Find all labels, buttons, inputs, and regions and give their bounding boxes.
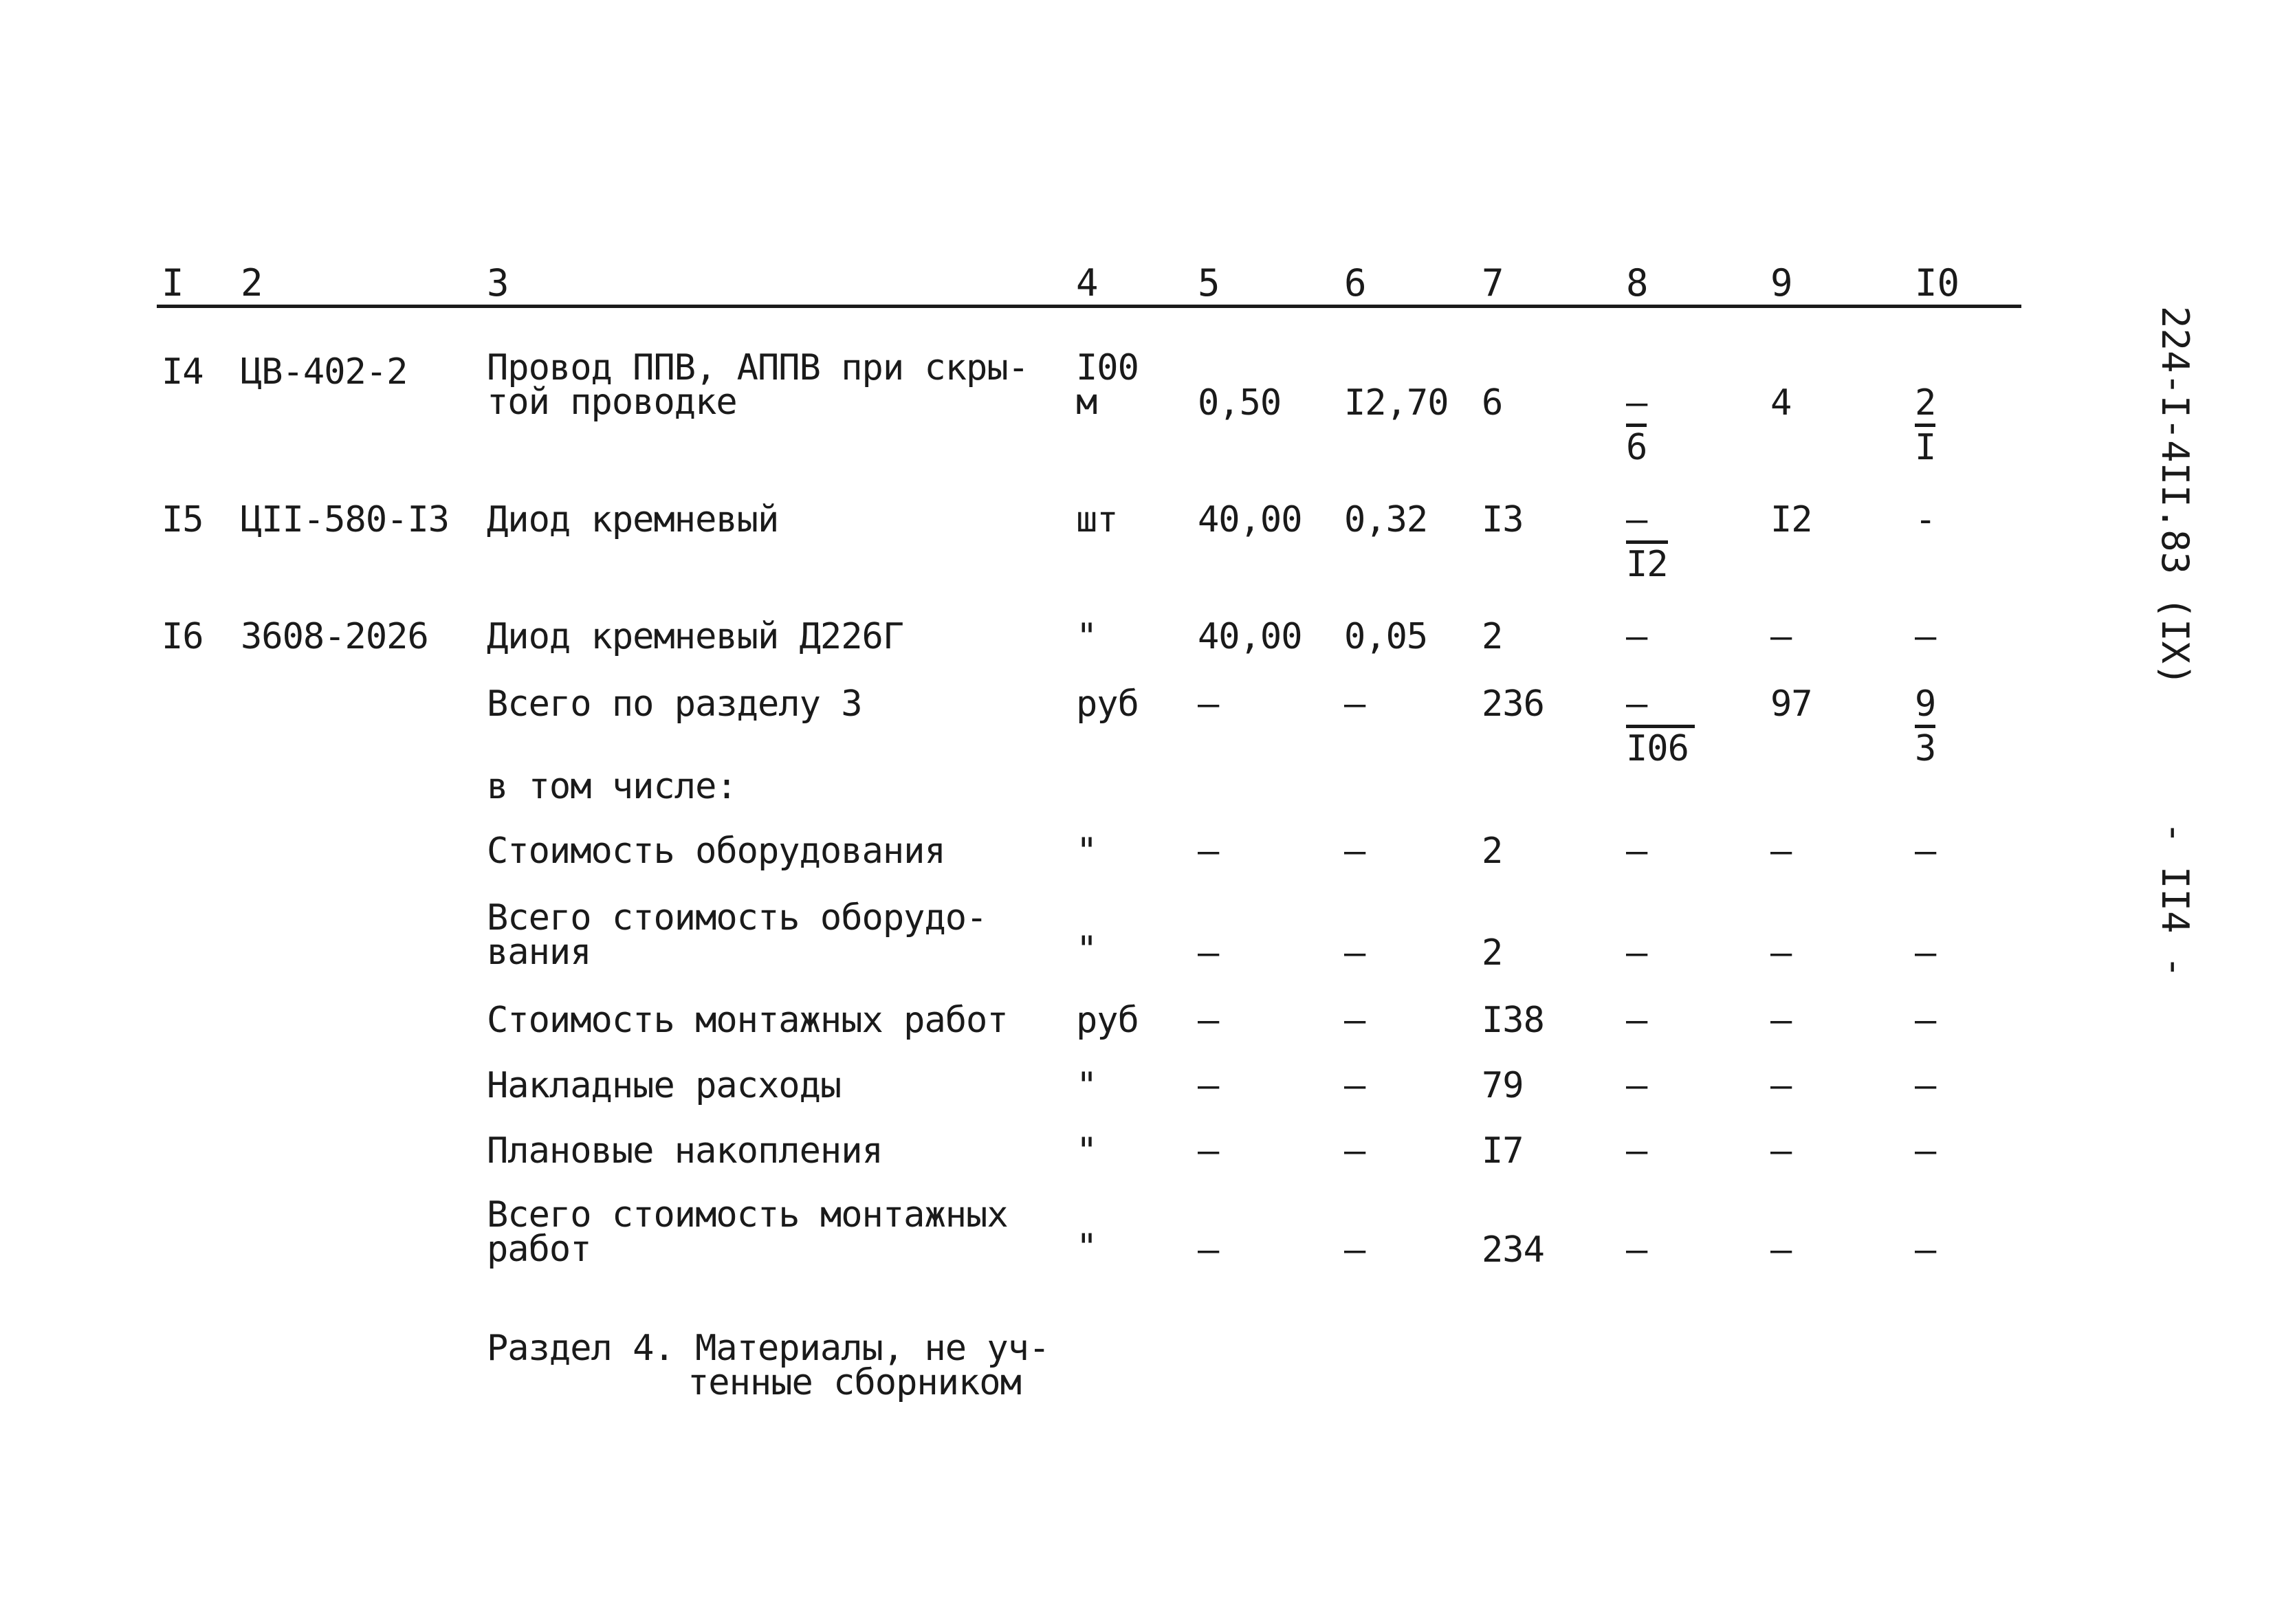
row-14-col8-bottom: 6 <box>1626 427 1647 468</box>
equipment-cost-unit: " <box>1076 831 1097 872</box>
total-section-3-col10-fraction <box>1915 683 1936 769</box>
total-installation-cost-col6: – <box>1344 1229 1365 1271</box>
equipment-cost-col6: – <box>1344 831 1365 872</box>
installation-cost-col5: – <box>1198 1000 1219 1041</box>
total-section-3-label: Всего по разделу 3 <box>487 683 862 725</box>
row-14-col10-fraction <box>1915 382 1936 468</box>
overhead-col5: – <box>1198 1065 1219 1106</box>
total-installation-cost-col9: – <box>1770 1229 1792 1271</box>
total-section-3-col7: 236 <box>1482 683 1544 725</box>
col-header-2: 2 <box>241 261 263 305</box>
total-section-3-col10-bottom: 3 <box>1915 728 1936 769</box>
total-equipment-cost-col6: – <box>1344 932 1365 974</box>
row-14-col5: 0,50 <box>1198 382 1282 424</box>
row-16-col7: 2 <box>1482 616 1503 657</box>
col-header-3: 3 <box>487 261 509 305</box>
overhead-unit: " <box>1076 1065 1097 1106</box>
total-installation-cost-col8: – <box>1626 1229 1647 1271</box>
installation-cost-col7: I38 <box>1482 1000 1544 1041</box>
row-14-col9: 4 <box>1770 382 1792 424</box>
planned-savings-col9: – <box>1770 1130 1792 1172</box>
total-equipment-cost-unit: " <box>1076 929 1097 970</box>
total-installation-cost-unit: " <box>1076 1227 1097 1268</box>
planned-savings-unit: " <box>1076 1130 1097 1172</box>
row-16-col6: 0,05 <box>1344 616 1428 657</box>
row-16-col10: – <box>1915 616 1936 657</box>
planned-savings-label: Плановые накопления <box>487 1130 883 1172</box>
row-16-code: 3608-2026 <box>241 616 428 657</box>
row-15-number: I5 <box>162 499 204 540</box>
row-14-code: ЦВ-402-2 <box>241 351 408 393</box>
col-header-7: 7 <box>1482 261 1504 305</box>
row-15-col8-fraction <box>1626 499 1668 585</box>
planned-savings-col10: – <box>1915 1130 1936 1172</box>
total-equipment-cost-col5: – <box>1198 932 1219 974</box>
row-15-col8-bottom: I2 <box>1626 544 1668 585</box>
row-15-col5: 40,00 <box>1198 499 1302 540</box>
col-header-5: 5 <box>1198 261 1220 305</box>
row-15-unit: шт <box>1076 499 1118 540</box>
total-section-3-col6: – <box>1344 683 1365 725</box>
total-section-3-col9: 97 <box>1770 683 1812 725</box>
row-15-col8-top: – <box>1626 499 1647 540</box>
row-14-col7: 6 <box>1482 382 1503 424</box>
total-equipment-cost-col8: – <box>1626 932 1647 974</box>
equipment-cost-col9: – <box>1770 831 1792 872</box>
overhead-col10: – <box>1915 1065 1936 1106</box>
row-14-col10-top: 2 <box>1915 382 1936 424</box>
equipment-cost-label: Стоимость оборудования <box>487 831 945 872</box>
row-15-col7: I3 <box>1482 499 1524 540</box>
total-section-3-col5: – <box>1198 683 1219 725</box>
overhead-label: Накладные расходы <box>487 1065 842 1106</box>
total-section-3-col8-top: – <box>1626 683 1647 725</box>
row-16-unit: " <box>1076 616 1097 657</box>
row-15-col9: I2 <box>1770 499 1812 540</box>
row-16-number: I6 <box>162 616 204 657</box>
total-section-3-col10-top: 9 <box>1915 683 1936 725</box>
row-14-unit: I00 м <box>1076 347 1139 423</box>
row-14-col8-top: – <box>1626 382 1647 424</box>
row-15-col10: - <box>1915 499 1936 540</box>
installation-cost-unit: руб <box>1076 1000 1139 1041</box>
row-14-col8-fraction <box>1626 382 1647 468</box>
equipment-cost-col8: – <box>1626 831 1647 872</box>
total-installation-cost-label: Всего стоимость монтажных работ <box>487 1194 1008 1270</box>
row-16-col5: 40,00 <box>1198 616 1302 657</box>
planned-savings-col5: – <box>1198 1130 1219 1172</box>
total-installation-cost-col5: – <box>1198 1229 1219 1271</box>
row-14-col6: I2,70 <box>1344 382 1449 424</box>
installation-cost-col6: – <box>1344 1000 1365 1041</box>
total-installation-cost-col7: 234 <box>1482 1229 1544 1271</box>
total-section-3-unit: руб <box>1076 683 1139 725</box>
row-15-code: ЦII-580-I3 <box>241 499 450 540</box>
installation-cost-label: Стоимость монтажных работ <box>487 1000 1008 1041</box>
overhead-col8: – <box>1626 1065 1647 1106</box>
installation-cost-col9: – <box>1770 1000 1792 1041</box>
total-equipment-cost-col10: – <box>1915 932 1936 974</box>
total-section-3-col8-bottom: I06 <box>1626 728 1689 769</box>
row-16-col8: – <box>1626 616 1647 657</box>
col-header-8: 8 <box>1626 261 1649 305</box>
row-16-col9: – <box>1770 616 1792 657</box>
planned-savings-col6: – <box>1344 1130 1365 1172</box>
including-label: в том числе: <box>487 766 737 807</box>
total-equipment-cost-col9: – <box>1770 932 1792 974</box>
equipment-cost-col5: – <box>1198 831 1219 872</box>
row-14-col10-bottom: I <box>1915 427 1936 468</box>
planned-savings-col8: – <box>1626 1130 1647 1172</box>
section-4-title-line1: Раздел 4. Материалы, не уч- <box>487 1328 1050 1369</box>
row-14-number: I4 <box>162 351 204 393</box>
total-section-3-col8-fraction <box>1626 683 1695 769</box>
row-14-name: Провод ППВ, АППВ при скры-той проводке <box>487 347 1029 423</box>
col-header-4: 4 <box>1076 261 1099 305</box>
equipment-cost-col7: 2 <box>1482 831 1503 872</box>
total-equipment-cost-col7: 2 <box>1482 932 1503 974</box>
total-installation-cost-col10: – <box>1915 1229 1936 1271</box>
installation-cost-col8: – <box>1626 1000 1647 1041</box>
equipment-cost-col10: – <box>1915 831 1936 872</box>
planned-savings-col7: I7 <box>1482 1130 1524 1172</box>
total-equipment-cost-label: Всего стоимость оборудо-вания <box>487 897 987 973</box>
row-16-name: Диод кремневый Д226Г <box>487 616 904 657</box>
overhead-col7: 79 <box>1482 1065 1524 1106</box>
col-header-9: 9 <box>1770 261 1793 305</box>
header-rule <box>157 305 2021 308</box>
overhead-col9: – <box>1770 1065 1792 1106</box>
document-code: 224-I-4II.83 (IX) <box>2153 306 2197 686</box>
col-header-10: I0 <box>1915 261 1960 305</box>
section-4-title-line2: тенные сборником <box>688 1362 1021 1403</box>
installation-cost-col10: – <box>1915 1000 1936 1041</box>
col-header-1: I <box>162 261 184 305</box>
overhead-col6: – <box>1344 1065 1365 1106</box>
page-number: - II4 - <box>2153 822 2197 978</box>
row-15-col6: 0,32 <box>1344 499 1428 540</box>
row-15-name: Диод кремневый <box>487 499 779 540</box>
col-header-6: 6 <box>1344 261 1367 305</box>
